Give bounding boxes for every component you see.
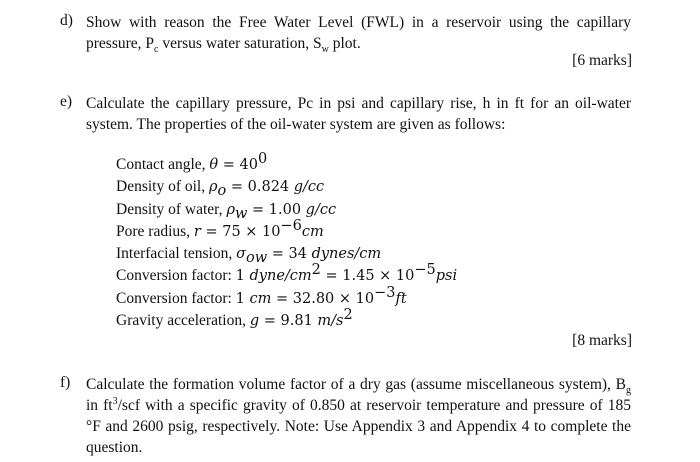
property-contact-angle: Contact angle, $\theta = 40^0$ [116,150,268,173]
property-gravity: Gravity acceleration, g = 9.81 $m/s^2$ [116,306,353,330]
question-f [60,374,631,458]
property-density-oil: Density of oil, $\rho_o = 0.824$ g/cc [116,178,325,200]
question-d-marks: [6 marks] [572,52,632,69]
question-f-text: Calculate the formation volume factor of a dry gas (assume miscellaneous system), $B_g$ in $ft^3$/scf with a specific gravity of 0.850 at reservoir temperature and pressure of 185 °F and 2600 psig, respectively. Note: Use Appendix 3 and Appendix 4 to complete the question. [86,376,631,456]
question-e-text: Calculate the capillary pressure, Pc in psi and capillary rise, h in ft for an oil-water system. The properties of the oil-water system are given as follows: [86,95,631,133]
question-e [60,93,631,135]
property-conversion-dyne: Conversion factor: 1 dyne/$cm^2 = 1.45 \times 10^{-5}psi$ [116,262,458,285]
property-interfacial-tension: Interfacial tension, $\sigma_{ow} = 34$ dynes/cm [116,245,382,267]
property-density-water: Density of water, $\rho_w = 1.00$ g/cc [116,200,337,222]
question-d-letter: d) [60,12,73,29]
question-f-letter: f) [60,374,71,391]
question-d [60,12,631,56]
question-d-text: Show with reason the Free Water Level (FWL) in a reservoir using the capillary pressure, $P_c$ versus water saturation, $S_w$ plot. [86,14,631,56]
property-conversion-cm: Conversion factor: 1 cm = $32.80 \times 10^{-3}ft$ [116,284,407,307]
property-pore-radius: Pore radius, $r = 75 \times 10^{-6}cm$ [116,217,324,240]
property-list [116,150,458,332]
question-e-letter: e) [60,93,73,110]
question-e-marks: [8 marks] [572,332,632,349]
